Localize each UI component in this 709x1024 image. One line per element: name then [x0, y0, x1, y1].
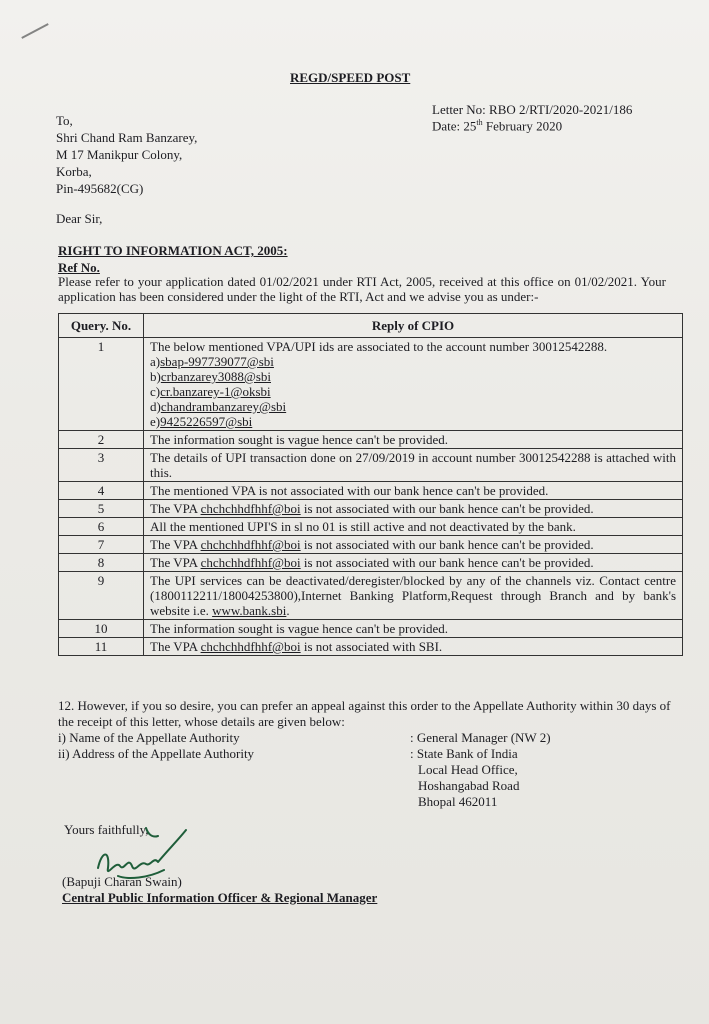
upi-id-item: b)crbanzarey3088@sbi	[150, 369, 271, 384]
table-row	[59, 338, 683, 431]
reply-text: The below mentioned VPA/UPI ids are associated to the account number 30012542288.	[150, 339, 608, 354]
vpa-id: chchchhdfhhf@boi	[200, 501, 301, 516]
table-row	[59, 449, 683, 482]
letter-number: Letter No: RBO 2/RTI/2020-2021/186	[432, 102, 633, 117]
appellate-name-value: : General Manager (NW 2)	[410, 730, 551, 745]
table-row	[59, 500, 683, 518]
upi-id: chandrambanzarey@sbi	[160, 399, 287, 414]
reply-cell: The VPA chchchhdfhhf@boi is not associated with SBI.	[144, 638, 683, 656]
appellate-name-label: i) Name of the Appellate Authority	[58, 730, 240, 745]
reply-cell	[144, 338, 683, 431]
upi-id: sbap-997739077@sbi	[160, 354, 274, 369]
reply-cell: All the mentioned UPI'S in sl no 01 is still active and not deactivated by the bank.	[144, 518, 683, 536]
table-row	[59, 620, 683, 638]
table-row	[59, 536, 683, 554]
signatory-title: Central Public Information Officer & Regional Manager	[62, 890, 378, 905]
to-label: To,	[56, 113, 73, 128]
table-row	[59, 572, 683, 620]
appeal-section	[58, 698, 678, 810]
post-type: REGD/SPEED POST	[290, 70, 411, 85]
query-number: 2	[59, 431, 144, 449]
appeal-text: 12. However, if you so desire, you can prefer an appeal against this order to the Appellate Authority within 30 days of the receipt of this letter, whose details are given below:	[58, 698, 671, 729]
recipient-name: Shri Chand Ram Banzarey,	[56, 130, 198, 145]
recipient-block	[56, 112, 197, 197]
table-row	[59, 518, 683, 536]
yours-faithfully: Yours faithfully,	[64, 822, 149, 837]
vpa-id: chchchhdfhhf@boi	[200, 555, 301, 570]
table-row	[59, 482, 683, 500]
cpio-reply-table	[58, 313, 683, 656]
query-number: 11	[59, 638, 144, 656]
website-link[interactable]: www.bank.sbi	[212, 603, 287, 618]
letter-date	[432, 118, 562, 134]
date-prefix: Date: 25	[432, 118, 477, 134]
reply-cell: The details of UPI transaction done on 27/09/2019 in account number 30012542288 is attached with this.	[144, 449, 683, 482]
query-number: 7	[59, 536, 144, 554]
query-number: 4	[59, 482, 144, 500]
reply-cell: The VPA chchchhdfhhf@boi is not associated with our bank hence can't be provided.	[144, 500, 683, 518]
appellate-address-row	[58, 746, 678, 810]
signatory-name: (Bapuji Charan Swain)	[62, 874, 182, 889]
reply-cell: The VPA chchchhdfhhf@boi is not associated with our bank hence can't be provided.	[144, 536, 683, 554]
upi-id: cr.banzarey-1@oksbi	[160, 384, 271, 399]
vpa-id: chchchhdfhhf@boi	[200, 639, 301, 654]
upi-id-item: c)cr.banzarey-1@oksbi	[150, 384, 271, 399]
upi-id: 9425226597@sbi	[160, 414, 253, 429]
query-number: 8	[59, 554, 144, 572]
query-number: 9	[59, 572, 144, 620]
date-sup: th	[476, 118, 483, 127]
upi-id: crbanzarey3088@sbi	[160, 369, 271, 384]
recipient-address-1: M 17 Manikpur Colony,	[56, 147, 183, 162]
col-header-query: Query. No.	[59, 314, 144, 338]
query-number: 6	[59, 518, 144, 536]
upi-id-item: e)9425226597@sbi	[150, 414, 253, 429]
reply-cell: The information sought is vague hence can't be provided.	[144, 431, 683, 449]
recipient-pin: Pin-495682(CG)	[56, 181, 144, 196]
appellate-address-value: : State Bank of India Local Head Office, Hoshangabad Road Bhopal 462011	[410, 746, 520, 809]
table-row	[59, 554, 683, 572]
appellate-address-label: ii) Address of the Appellate Authority	[58, 746, 255, 761]
vpa-id: chchchhdfhhf@boi	[200, 537, 301, 552]
reply-cell: The VPA chchchhdfhhf@boi is not associated with our bank hence can't be provided.	[144, 554, 683, 572]
date-suffix: February 2020	[482, 118, 563, 134]
table-row	[59, 638, 683, 656]
query-number: 1	[59, 338, 144, 431]
pen-mark	[21, 23, 48, 39]
subject-heading: RIGHT TO INFORMATION ACT, 2005:	[58, 243, 288, 258]
upi-id-item: d)chandrambanzarey@sbi	[150, 399, 287, 414]
reply-cell: The information sought is vague hence can't be provided.	[144, 620, 683, 638]
query-number: 3	[59, 449, 144, 482]
query-number: 5	[59, 500, 144, 518]
appellate-name-row	[58, 730, 678, 746]
col-header-reply: Reply of CPIO	[144, 314, 683, 338]
salutation: Dear Sir,	[56, 211, 103, 226]
reply-cell: The mentioned VPA is not associated with our bank hence can't be provided.	[144, 482, 683, 500]
recipient-city: Korba,	[56, 164, 92, 179]
upi-id-item: a)sbap-997739077@sbi	[150, 354, 274, 369]
query-number: 10	[59, 620, 144, 638]
ref-no-label: Ref No.	[58, 260, 100, 275]
table-header-row	[59, 314, 683, 338]
reply-cell: The UPI services can be deactivated/deregister/blocked by any of the channels viz. Contact centre (1800112211/18004253800),Internet Banking Platform,Request through Branch and by bank's website i.e. www.bank.sbi.	[144, 572, 683, 620]
table-row	[59, 431, 683, 449]
intro-paragraph: Please refer to your application dated 01/02/2021 under RTI Act, 2005, received at this office on 01/02/2021. Your application has been considered under the light of the RTI, Act and we advise you as under:-	[58, 274, 666, 304]
